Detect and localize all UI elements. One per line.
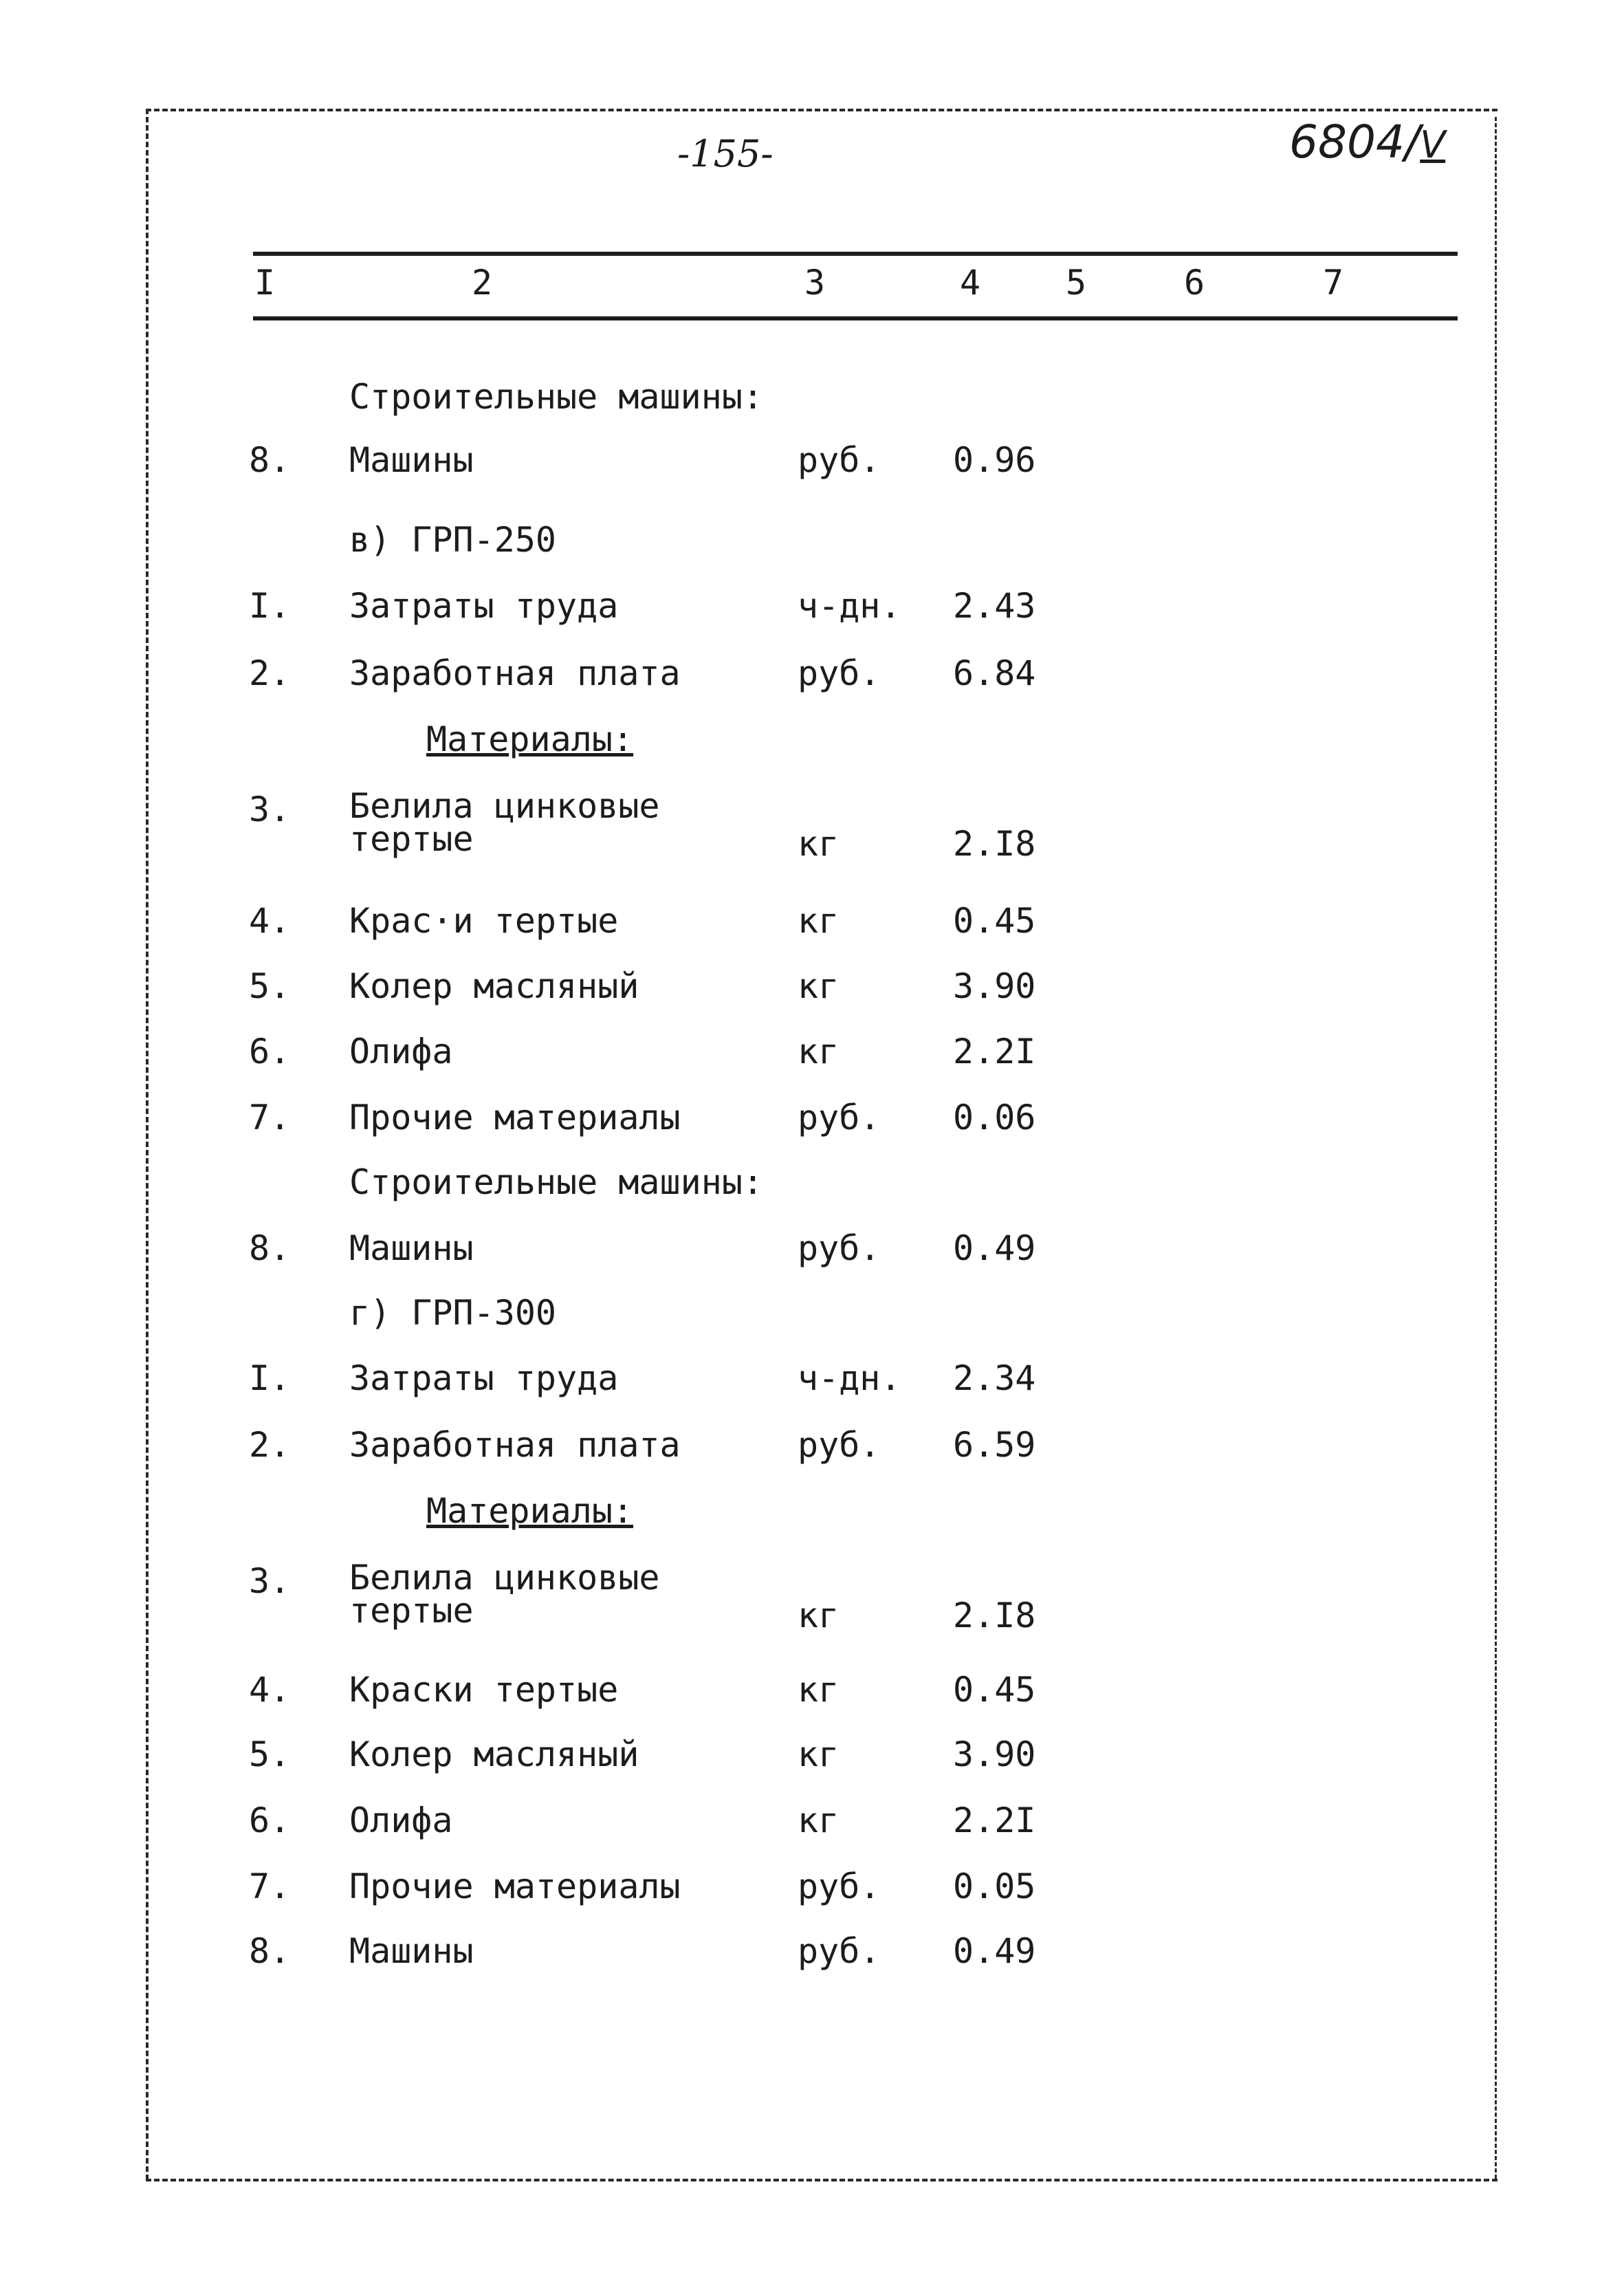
row-unit: кг [798, 1734, 840, 1774]
row-name: Машины [349, 440, 474, 480]
document-code [1289, 116, 1445, 168]
table-header-top-rule [253, 252, 1458, 256]
row-name: Заработная плата [349, 1425, 681, 1465]
table-row [0, 1734, 1624, 1776]
document-code-main: 6804/ [1289, 116, 1420, 168]
table-row [0, 1228, 1624, 1270]
row-name-line-2: тертые [349, 819, 474, 859]
row-number: 6. [249, 1800, 291, 1840]
row-value: 0.45 [953, 901, 1036, 941]
row-unit: руб. [798, 653, 881, 693]
table-row [0, 1032, 1624, 1073]
column-header-1: I [254, 263, 276, 303]
table-row [0, 586, 1624, 627]
row-value: 0.06 [953, 1098, 1036, 1138]
row-name [349, 786, 660, 859]
row-name: Прочие материалы [349, 1098, 681, 1138]
row-unit: руб. [798, 440, 881, 480]
column-header-5: 5 [1066, 263, 1087, 303]
table-row [0, 786, 1624, 864]
table-row [0, 1866, 1624, 1908]
row-name-line-1: Белила цинковые [349, 1558, 660, 1598]
frame-top-border [146, 109, 1497, 111]
subsection-heading [0, 520, 1624, 561]
row-unit: кг [798, 824, 840, 864]
row-number: 4. [249, 901, 291, 941]
row-unit: кг [798, 1032, 840, 1071]
row-unit: кг [798, 966, 840, 1006]
column-header-4: 4 [960, 263, 981, 303]
row-number: 3. [249, 1561, 291, 1601]
row-number: 2. [249, 653, 291, 693]
materials-heading [0, 719, 1624, 761]
column-header-3: 3 [804, 263, 826, 303]
row-value: 0.45 [953, 1670, 1036, 1710]
row-name: Колер масляный [349, 966, 639, 1006]
materials-heading-text: Материалы: [426, 719, 634, 759]
row-value: 3.90 [953, 1734, 1036, 1774]
subsection-heading-text: г) ГРП-300 [349, 1293, 557, 1333]
row-value: 0.49 [953, 1931, 1036, 1971]
row-unit: руб. [798, 1228, 881, 1268]
row-name: Машины [349, 1228, 474, 1268]
row-value: 2.43 [953, 586, 1036, 626]
column-header-2: 2 [472, 263, 493, 303]
row-unit: ч-дн. [798, 586, 901, 626]
row-name: Заработная плата [349, 653, 681, 693]
row-value: 0.96 [953, 440, 1036, 480]
table-row [0, 1358, 1624, 1400]
row-name [349, 1558, 660, 1631]
row-number: 5. [249, 1734, 291, 1774]
frame-bottom-border [146, 2179, 1497, 2181]
row-value: 2.2I [953, 1032, 1036, 1071]
row-value: 2.I8 [953, 1596, 1036, 1635]
row-name: Прочие материалы [349, 1866, 681, 1906]
row-name: Олифа [349, 1032, 453, 1071]
row-unit: руб. [798, 1425, 881, 1465]
row-number: 7. [249, 1866, 291, 1906]
row-number: I. [249, 1358, 291, 1398]
page-number: -155- [677, 132, 773, 175]
row-unit: руб. [798, 1098, 881, 1138]
table-row [0, 1800, 1624, 1842]
row-number: 8. [249, 1931, 291, 1971]
row-name: Краски тертые [349, 1670, 619, 1710]
row-number: 7. [249, 1098, 291, 1138]
document-code-suffix: V [1420, 123, 1446, 166]
section-heading [0, 377, 1624, 418]
column-header-6: 6 [1184, 263, 1205, 303]
section-heading-text: Строительные машины: [349, 1162, 764, 1202]
row-unit: ч-дн. [798, 1358, 901, 1398]
materials-heading-text: Материалы: [426, 1491, 634, 1531]
row-unit: руб. [798, 1931, 881, 1971]
subsection-heading-text: в) ГРП-250 [349, 520, 557, 560]
row-value: 6.59 [953, 1425, 1036, 1465]
row-value: 0.49 [953, 1228, 1036, 1268]
table-row [0, 1670, 1624, 1711]
column-header-7: 7 [1323, 263, 1344, 303]
row-unit: кг [798, 901, 840, 941]
row-number: 8. [249, 1228, 291, 1268]
row-number: 8. [249, 440, 291, 480]
table-row [0, 1425, 1624, 1466]
table-row [0, 901, 1624, 942]
row-number: 6. [249, 1032, 291, 1071]
row-unit: кг [798, 1670, 840, 1710]
row-unit: кг [798, 1596, 840, 1635]
row-number: 5. [249, 966, 291, 1006]
row-name-line-2: тертые [349, 1591, 474, 1631]
row-name: Затраты труда [349, 1358, 619, 1398]
table-row [0, 653, 1624, 695]
table-row [0, 1558, 1624, 1635]
table-row [0, 966, 1624, 1008]
row-value: 3.90 [953, 966, 1036, 1006]
row-number: I. [249, 586, 291, 626]
subsection-heading [0, 1293, 1624, 1334]
row-name: Колер масляный [349, 1734, 639, 1774]
row-value: 2.2I [953, 1800, 1036, 1840]
row-number: 2. [249, 1425, 291, 1465]
row-value: 6.84 [953, 653, 1036, 693]
table-row [0, 1098, 1624, 1139]
row-number: 3. [249, 790, 291, 829]
row-unit: кг [798, 1800, 840, 1840]
table-row [0, 440, 1624, 481]
row-name: Затраты труда [349, 586, 619, 626]
table-row [0, 1931, 1624, 1972]
row-name: Крас·и тертые [349, 901, 619, 941]
row-number: 4. [249, 1670, 291, 1710]
row-unit: руб. [798, 1866, 881, 1906]
section-heading-text: Строительные машины: [349, 377, 764, 417]
section-heading [0, 1162, 1624, 1204]
table-header-bottom-rule [253, 316, 1458, 320]
materials-heading [0, 1491, 1624, 1532]
row-value: 0.05 [953, 1866, 1036, 1906]
row-name: Машины [349, 1931, 474, 1971]
row-name: Олифа [349, 1800, 453, 1840]
row-value: 2.34 [953, 1358, 1036, 1398]
row-value: 2.I8 [953, 824, 1036, 864]
row-name-line-1: Белила цинковые [349, 786, 660, 826]
